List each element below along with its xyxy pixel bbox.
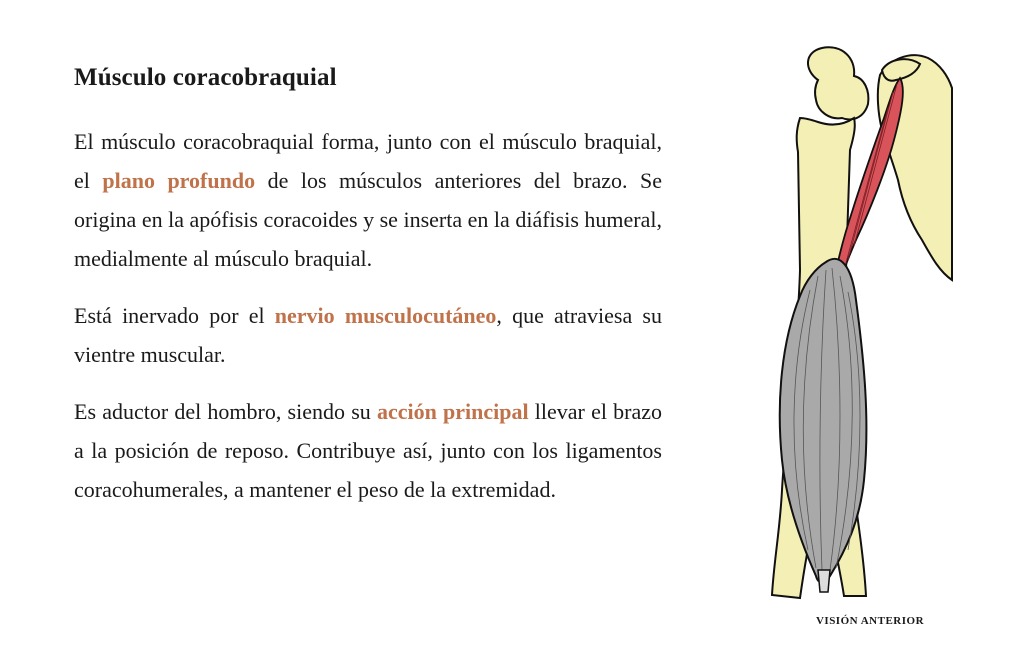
paragraph-innervation (74, 296, 662, 374)
humerus-head (808, 47, 868, 119)
figure-caption: VISIÓN ANTERIOR (815, 615, 925, 627)
paragraph-action (74, 392, 662, 509)
paragraph-origin (74, 122, 662, 278)
paragraph-text: de los músculos anteriores del brazo. Se origina en la apófisis coracoides y se inserta en la diáfisis humeral, medialmente al músculo braquial. (74, 168, 663, 271)
paragraph-text: llevar el brazo a la posición de reposo. Contribuye así, junto con los ligamentos coracohumerales, a mantener el peso de la extremidad. (74, 399, 663, 502)
scapula-bone (878, 55, 952, 280)
page-title: Músculo coracobraquial (74, 64, 337, 91)
paragraph-text: Es aductor del hombro, siendo su (74, 399, 377, 424)
link-plano-profundo[interactable]: plano profundo (102, 168, 256, 193)
paragraph-text: Está inervado por el (74, 303, 275, 328)
link-nervio-musculocutaneo[interactable]: nervio musculocutáneo (274, 303, 497, 328)
link-accion-principal[interactable]: acción principal (376, 399, 529, 424)
anatomy-illustration (760, 40, 960, 610)
article (74, 58, 662, 527)
paragraph-text: , que atraviesa su vientre muscular. (74, 303, 662, 367)
distal-tendon (818, 570, 830, 592)
paragraph-text: El músculo coracobraquial forma, junto con el músculo braquial, el (74, 129, 662, 193)
